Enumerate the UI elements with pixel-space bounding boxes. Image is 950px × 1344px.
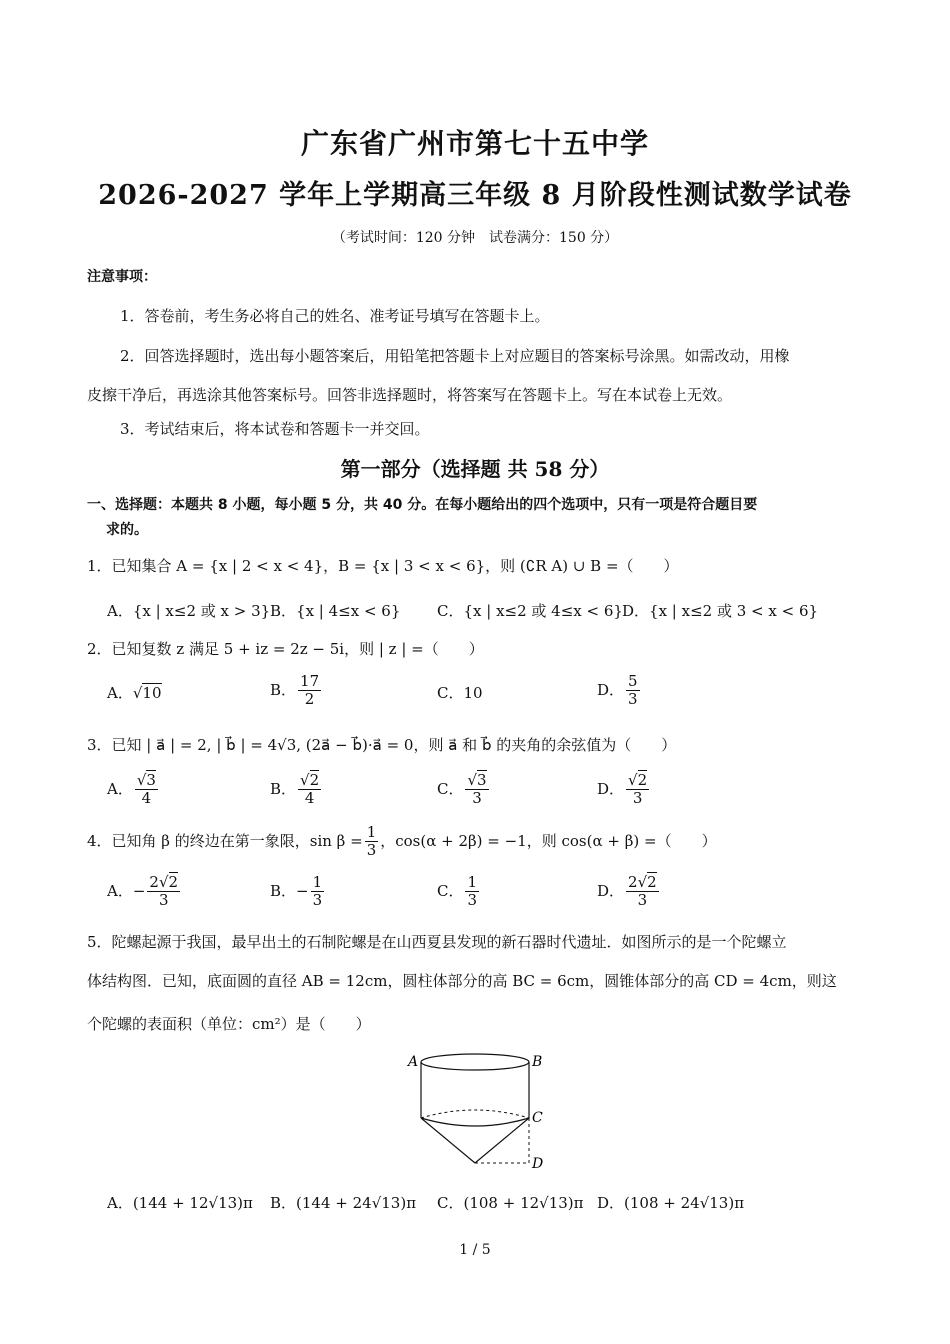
part1-heading: 第一部分（选择题 共 58 分） — [340, 457, 610, 481]
q4-option-d: D． $\frac{2√2}{3}$ — [597, 873, 657, 910]
top-ellipse — [421, 1054, 529, 1070]
q3-option-d: D． $\frac{√2}{3}$ — [597, 771, 648, 808]
bottom-back-arc — [421, 1110, 529, 1118]
exam-info: （考试时间：120 分钟 试卷满分：150 分） — [331, 230, 619, 246]
q3-option-b: B． $\frac{√2}{4}$ — [270, 771, 320, 808]
q5-stem-line2: 体结构图．已知，底面圆的直径 AB = 12cm，圆柱体部分的高 BC = 6cm，圆锥体部分的高 CD = 4cm，则这 — [87, 972, 837, 990]
q4-option-c: C． $\frac{1}{3}$ — [437, 873, 478, 910]
q4-option-a: A．− $\frac{2√2}{3}$ — [107, 873, 179, 910]
page-number: 1 / 5 — [459, 1242, 491, 1258]
q5-option-d: D．(108 + 24√13)π — [597, 1194, 745, 1212]
section-instructions-line2: 求的。 — [106, 522, 148, 538]
q5-option-a: A．(144 + 12√13)π — [107, 1194, 253, 1212]
q4-stem: 4．已知角 β 的终边在第一象限，sin β = $\frac{1}{3}$ ，cos(α + 2β) = −1，则 cos(α + β) =（ ） — [87, 823, 717, 860]
note-item-1: 1．答卷前，考生务必将自己的姓名、准考证号填写在答题卡上。 — [120, 307, 550, 325]
q1-option-b: B．{x | 4≤x < 6} — [270, 602, 401, 620]
q3-option-c: C． $\frac{√3}{3}$ — [437, 771, 487, 808]
q2-option-d: D． $\frac{5}{3}$ — [597, 672, 638, 709]
label-a: A — [408, 1054, 419, 1070]
q5-stem-line3: 个陀螺的表面积（单位：cm²）是（ ） — [87, 1015, 371, 1033]
q1-option-d: D．{x | x≤2 或 3 < x < 6} — [622, 602, 819, 620]
bottom-front-arc — [421, 1118, 529, 1126]
cone-left-edge — [421, 1118, 475, 1163]
spinning-top-figure — [400, 1048, 560, 1178]
q1-option-c: C．{x | x≤2 或 4≤x < 6} — [437, 602, 623, 620]
exam-school-title: 广东省广州市第七十五中学 — [300, 127, 649, 160]
label-d: D — [532, 1156, 544, 1172]
q4-option-b: B．− $\frac{1}{3}$ — [270, 873, 323, 910]
q2-stem: 2．已知复数 z 满足 5 + iz = 2z − 5i，则 | z | =（ ） — [87, 640, 484, 658]
q5-stem-line1: 5．陀螺起源于我国，最早出土的石制陀螺是在山西夏县发现的新石器时代遗址．如图所示的是一个陀螺立 — [87, 933, 787, 951]
label-c: C — [532, 1110, 543, 1126]
q3-stem: 3．已知 | a⃗ | = 2, | b⃗ | = 4√3, (2a⃗ − b⃗)·a⃗ = 0，则 a⃗ 和 b⃗ 的夹角的余弦值为（ ） — [87, 736, 677, 754]
exam-title: 2026-2027 学年上学期高三年级 8 月阶段性测试数学试卷 — [98, 180, 852, 211]
q1-option-a: A．{x | x≤2 或 x > 3} — [107, 602, 271, 620]
note-item-3: 3．考试结束后，将本试卷和答题卡一并交回。 — [120, 420, 430, 438]
label-b: B — [532, 1054, 543, 1070]
q2-option-b: B． $\frac{17}{2}$ — [270, 672, 320, 709]
q5-option-c: C．(108 + 12√13)π — [437, 1194, 584, 1212]
q1-stem: 1．已知集合 A = {x | 2 < x < 4}，B = {x | 3 < x < 6}，则 (∁R A) ∪ B =（ ） — [87, 557, 679, 575]
cone-right-edge — [475, 1118, 529, 1163]
q3-option-a: A． $\frac{√3}{4}$ — [107, 771, 156, 808]
note-item-2-line1: 2．回答选择题时，选出每小题答案后，用铅笔把答题卡上对应题目的答案标号涂黑。如需改动，用橡 — [120, 347, 790, 365]
section-instructions-line1: 一、选择题：本题共 8 小题，每小题 5 分，共 40 分。在每小题给出的四个选项中，只有一项是符合题目要 — [87, 497, 758, 513]
q2-option-c: C．10 — [437, 684, 483, 702]
notes-heading: 注意事项： — [87, 269, 157, 285]
note-item-2-line2: 皮擦干净后，再选涂其他答案标号。回答非选择题时，将答案写在答题卡上。写在本试卷上无效。 — [87, 386, 733, 404]
q2-option-a: A．√10 — [107, 684, 162, 702]
q5-option-b: B．(144 + 24√13)π — [270, 1194, 417, 1212]
